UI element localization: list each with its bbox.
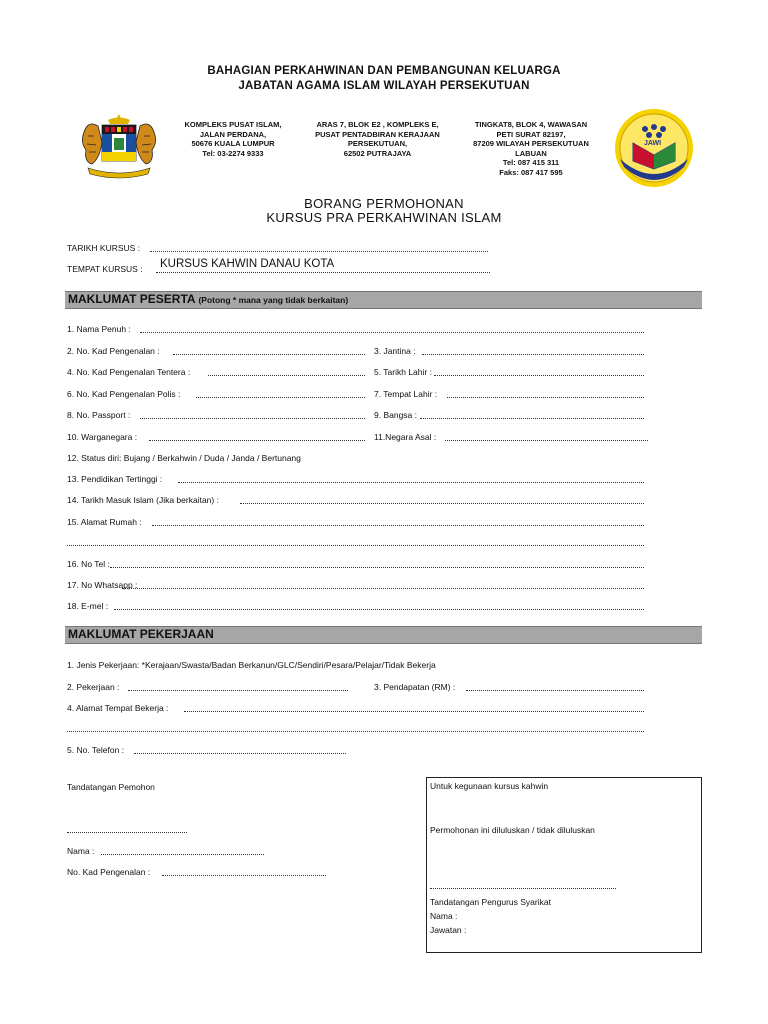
section-note: (Potong * mana yang tidak berkaitan) (198, 295, 349, 305)
birth-date-label: 5. Tarikh Lahir : (374, 367, 432, 377)
address-line: KOMPLEKS PUSAT ISLAM, (184, 120, 282, 129)
occupation-label: 2. Pekerjaan : (67, 682, 120, 692)
income-label: 3. Pendapatan (RM) : (374, 682, 456, 692)
job-type-label[interactable]: 1. Jenis Pekerjaan: *Kerajaan/Swasta/Badan Berkanun/GLC/Sendiri/Pesara/Pelajar/Tidak Bekerja (67, 660, 436, 670)
ic-number-label: 2. No. Kad Pengenalan : (67, 346, 160, 356)
citizenship-field[interactable] (149, 440, 365, 441)
address-kuala-lumpur (178, 120, 288, 158)
address-line: PUSAT PENTADBIRAN KERAJAAN (315, 129, 440, 139)
section-title: MAKLUMAT PESERTA (68, 292, 196, 306)
work-phone-label: 5. No. Telefon : (67, 745, 125, 755)
race-field[interactable] (420, 418, 644, 419)
course-date-field[interactable] (150, 251, 488, 252)
section-employment-info (65, 626, 702, 644)
country-of-origin-label: 11.Negara Asal : (374, 432, 437, 442)
address-line: 50676 KUALA LUMPUR (191, 139, 275, 148)
home-address-field-line2[interactable] (67, 545, 644, 546)
approval-status[interactable]: Permohonan ini diluluskan / tidak diluluskan (430, 825, 595, 835)
income-field[interactable] (466, 690, 644, 691)
course-place-field[interactable] (156, 272, 490, 273)
address-line: Tel: 03-2274 9333 (202, 148, 264, 158)
applicant-ic-label: No. Kad Pengenalan : (67, 867, 151, 877)
birth-place-field[interactable] (447, 397, 644, 398)
address-line: LABUAN (515, 148, 547, 158)
phone-label: 16. No Tel : (67, 559, 110, 569)
ic-number-field[interactable] (173, 354, 365, 355)
applicant-name-label: Nama : (67, 846, 95, 856)
form-title: BORANG PERMOHONAN (304, 196, 464, 211)
address-line: 87209 WILAYAH PERSEKUTUAN (473, 139, 589, 148)
marital-status-label[interactable]: 12. Status diri: Bujang / Berkahwin / Duda / Janda / Bertunang (67, 453, 301, 463)
education-field[interactable] (178, 482, 644, 483)
full-name-field[interactable] (140, 332, 644, 333)
office-box-title: Untuk kegunaan kursus kahwin (430, 781, 549, 791)
address-line: 62502 PUTRAJAYA (343, 148, 412, 158)
address-line: PETI SURAT 82197, (496, 129, 566, 139)
police-ic-label: 6. No. Kad Pengenalan Polis : (67, 389, 181, 399)
whatsapp-field[interactable] (122, 588, 644, 589)
course-date-label: TARIKH KURSUS : (67, 243, 141, 253)
course-place-value[interactable]: KURSUS KAHWIN DANAU KOTA (160, 258, 335, 270)
manager-position-label: Jawatan : (430, 925, 467, 935)
manager-signature-label: Tandatangan Pengurus Syarikat (430, 897, 551, 907)
agency-name: JABATAN AGAMA ISLAM WILAYAH PERSEKUTUAN (238, 80, 530, 92)
whatsapp-label: 17. No Whatsapp : (67, 580, 138, 590)
birth-place-label: 7. Tempat Lahir : (374, 389, 438, 399)
applicant-signature-label: Tandatangan Pemohon (67, 782, 155, 792)
email-field[interactable] (114, 609, 644, 610)
police-ic-field[interactable] (196, 397, 365, 398)
birth-date-field[interactable] (434, 375, 644, 376)
military-ic-label: 4. No. Kad Pengenalan Tentera : (67, 367, 191, 377)
address-line: ARAS 7, BLOK E2 , KOMPLEKS E, (316, 120, 439, 129)
manager-name-label: Nama : (430, 911, 458, 921)
address-line: Tel: 087 415 311 (502, 158, 560, 167)
applicant-name-field[interactable] (101, 854, 264, 855)
race-label: 9. Bangsa : (374, 410, 418, 420)
section-title: MAKLUMAT PEKERJAAN (68, 627, 214, 641)
course-place-label: TEMPAT KURSUS : (67, 264, 143, 274)
address-putrajaya (310, 120, 445, 158)
home-address-field[interactable] (152, 525, 644, 526)
passport-field[interactable] (140, 418, 365, 419)
phone-field[interactable] (110, 567, 644, 568)
home-address-label: 15. Alamat Rumah : (67, 517, 142, 527)
address-labuan (456, 120, 606, 177)
country-of-origin-field[interactable] (445, 440, 648, 441)
department-name: BAHAGIAN PERKAHWINAN DAN PEMBANGUNAN KELUARGA (207, 65, 561, 77)
logo-text: JAWI (644, 140, 662, 147)
gender-field[interactable] (422, 354, 644, 355)
address-line: Faks: 087 417 595 (499, 167, 563, 177)
section-participant-info (65, 291, 702, 309)
applicant-ic-field[interactable] (162, 875, 326, 876)
malaysia-coat-of-arms-logo (74, 112, 164, 182)
work-phone-field[interactable] (134, 753, 346, 754)
conversion-date-field[interactable] (240, 503, 644, 504)
full-name-label: 1. Nama Penuh : (67, 324, 131, 334)
passport-label: 8. No. Passport : (67, 410, 131, 420)
education-label: 13. Pendidikan Tertinggi : (67, 474, 163, 484)
email-label: 18. E-mel : (67, 601, 109, 611)
office-use-box (426, 777, 702, 953)
address-line: TINGKAT8, BLOK 4, WAWASAN (474, 120, 588, 129)
work-address-field[interactable] (184, 711, 644, 712)
occupation-field[interactable] (128, 690, 348, 691)
gender-label: 3. Jantina : (374, 346, 416, 356)
manager-signature-field[interactable] (430, 888, 616, 889)
conversion-date-label: 14. Tarikh Masuk Islam (Jika berkaitan) : (67, 495, 219, 505)
citizenship-label: 10. Warganegara : (67, 432, 138, 442)
applicant-signature-field[interactable] (67, 832, 187, 833)
military-ic-field[interactable] (208, 375, 365, 376)
work-address-field-line2[interactable] (67, 731, 644, 732)
work-address-label: 4. Alamat Tempat Bekerja : (67, 703, 169, 713)
address-line: JALAN PERDANA, (199, 129, 267, 139)
address-line: PERSEKUTUAN, (347, 139, 408, 148)
jawi-logo (611, 107, 697, 189)
form-subtitle: KURSUS PRA PERKAHWINAN ISLAM (266, 210, 502, 225)
